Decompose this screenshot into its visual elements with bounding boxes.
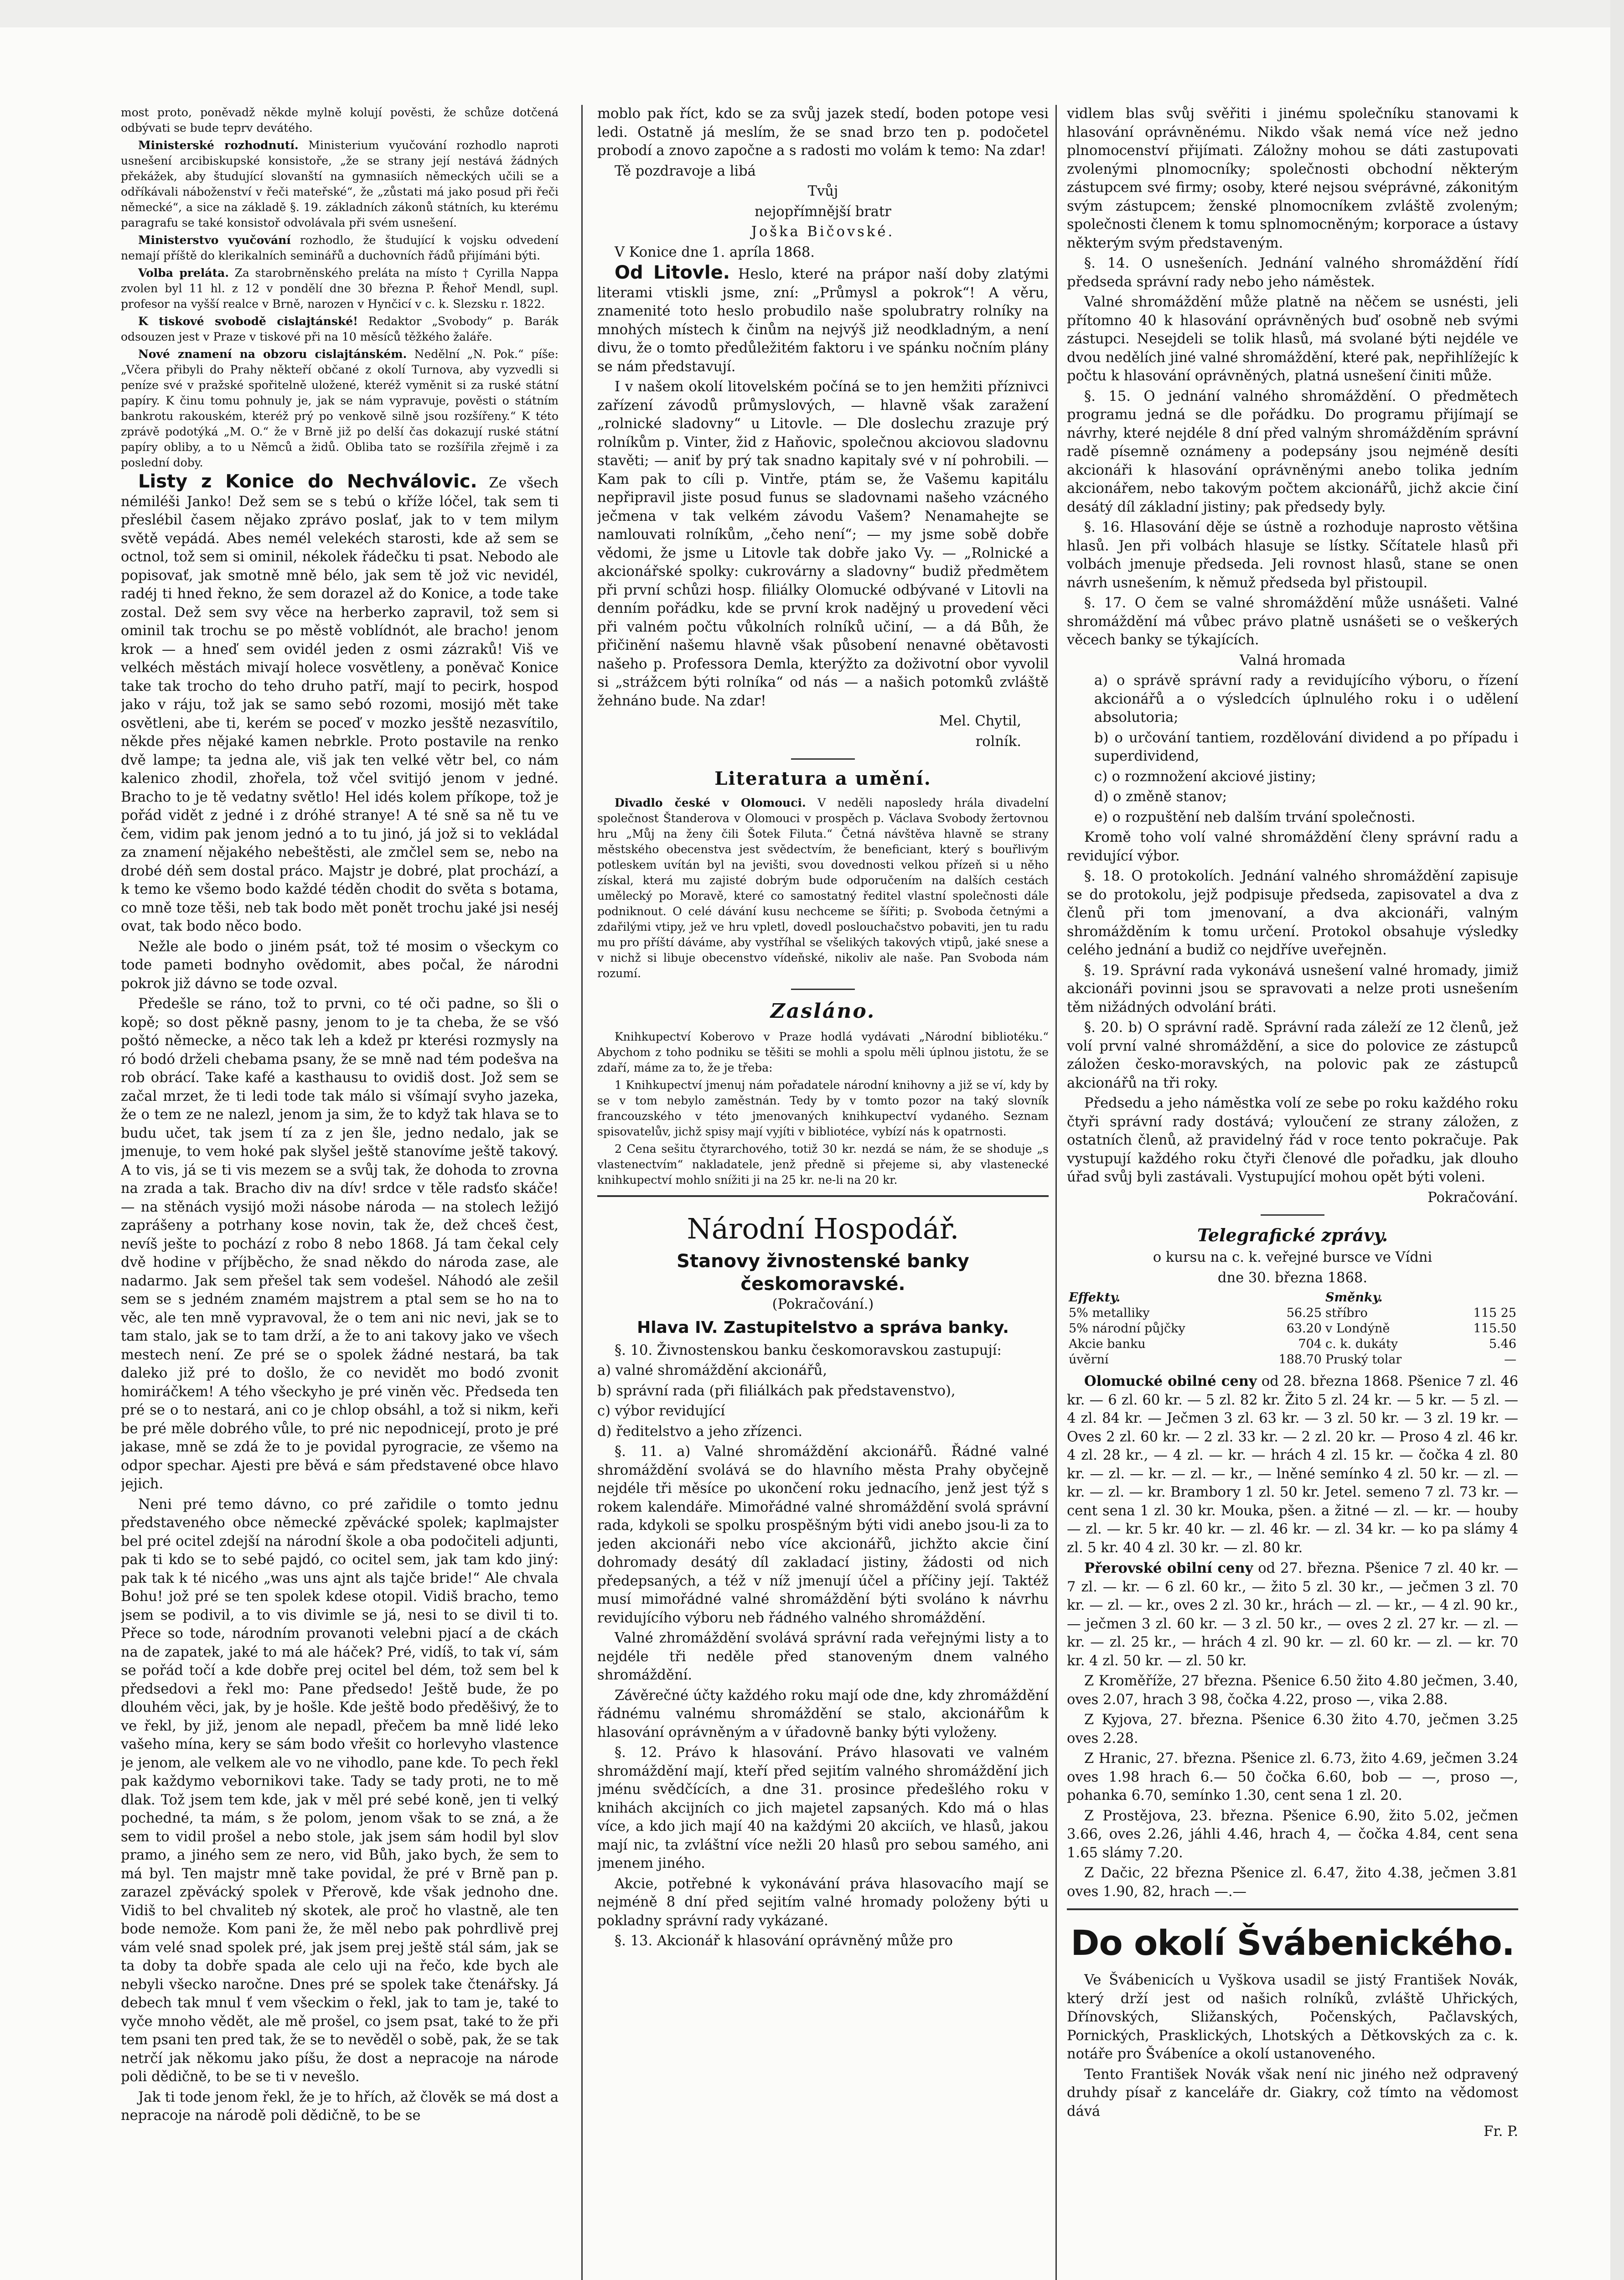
rate-value: 115 25	[1473, 1306, 1516, 1320]
prices-prerov	[1067, 1559, 1518, 1670]
prices-olomouc	[1067, 1372, 1518, 1557]
zaslano-p1: Knihkupectví Koberovo v Praze hodlá vydávati „Národní bibliotéku.“ Abychom z toho podniku se těšiti se mohli a spolu měli úplnou jistotu, že se zdaří, máme za to, že je třeba:	[597, 1030, 1049, 1074]
paragraph-14-2: Valné shromáždění může platně na něčem se usnésti, jeli přítomno 40 k hlasování oprávněných buď osobně neb svými zástupci. Nesejdeli se tolik hlasů, má svolané býti nejdéle ve dvou nedělích jiné valné shromáždění, které pak, nepřihlížejíc k počtu k hlasování oprávněných, platná usnešení činiti může.	[1067, 294, 1518, 384]
table-row	[1067, 1337, 1518, 1352]
paragraph-11-3: Závěrečné účty každého roku mají ode dne, kdy zhromáždění řádnému valnému shromáždění se stalo, akcionářům k hlasování oprávněným a v úřadovně banky býti vyloženy.	[597, 1687, 1049, 1741]
news-title: Volba preláta.	[138, 266, 229, 280]
prices-title: Olomucké obilné ceny	[1084, 1373, 1257, 1389]
rate-label: Akcie banku	[1069, 1337, 1146, 1351]
rate-label: Pruský tolar	[1325, 1352, 1402, 1367]
column-left	[121, 105, 559, 2280]
paragraph-18: §. 18. O protokolích. Jednání valného shromáždění zapisuje se do protokolu, jejž podpisuje předseda, zapisovatel a dva z členů při tom jmenovaní, a dva akcionáři, valným shromážděním k tomu určení. Protokol obsahuje výsledky celého jednání a budiž co nejdříve uveřejněn.	[1067, 868, 1518, 958]
rates-header-effekty: Effekty.	[1069, 1290, 1121, 1305]
news-item-obzor	[121, 347, 559, 471]
paragraph-20-2: Předsedu a jeho náměstka volí ze sebe po roku každého roku čtyři správní rady dostává; vyloučení ze strany záložen, z ostatních členů, až pravidelný řád v roce tento pokračuje. Pak vystupují každého roku čtyři členové dle pořadku, jak dlouho úřad svůj byli zastávali. Vystupující mohou opět býti voleni.	[1067, 1095, 1518, 1185]
separator	[791, 989, 855, 990]
article-title: Listy z Konice do Nechválovic.	[138, 471, 477, 492]
prices-text: od 27. března. Pšenice 7 zl. 40 kr. — 7 zl. — kr. — 6 zl. 60 kr., — žito 5 zl. 30 kr., — ječmen 3 zl. 70 kr. — zl. — kr., oves 2 zl. 30 kr., hrách — zl. — kr., — 4 zl. 90 kr., — ječmen 3 zl. 60 kr. — 3 zl. 50 kr., — oves 2 zl. 27 kr. — zl. — kr. — zl. 25 kr., — hrách 4 zl. 90 kr. — zl. 60 kr. — zl. — kr. 70 kr. 4 zl. 50 kr. — zl. 50 kr.	[1067, 1560, 1518, 1669]
paragraph-10-b: b) správní rada (při filiálkách pak představenstvo),	[597, 1383, 956, 1399]
article-text: V neděli naposledy hrála divadelní společnost Štanderova v Olomouci v prospěch p. Václava Svobody žertovnou hru „Můj na ženy čili Šotek Filuta.“ Četná návštěva hlavně se strany městského obecenstva jest svědectvím, že beneficiant, který s bouřlivým potleskem uvítán byl na jevišti, svou dovednosti velkou přízeň si u něho získal, která mu zajisté dobrým bude odporučením na dalších cestách umělecký po Moravě, které co samostatný ředitel vlastní společnosti dále podniknout. O celé dávání kusu nechceme se šířiti; p. Svoboda četnými a zdařilými vtipy, jež ve hru vpletl, dovedl poslouchačstvo pobaviti, jen tu radu mu pro příští dáváme, aby vystříhal se všelikých takových vtipů, jaké snese a v nichž si libuje obecenstvo vídeňské, nikoliv ale naše. Pan Svoboda nám rozumí.	[597, 796, 1049, 980]
prices-text: od 28. března 1868. Pšenice 7 zl. 46 kr. — 6 zl. 60 kr. — 5 zl. 82 kr. Žito 5 zl. 24 kr. — 5 kr. — 5 zl. — 4 zl. 84 kr. — Ječmen 3 zl. 63 kr. — 3 zl. 50 kr. — 3 zl. 19 kr. — Oves 2 zl. 60 kr. — 2 zl. 33 kr. — 2 zl. 20 kr. — Proso 4 zl. 46 kr. 4 zl. 28 kr., — 4 zl. — kr. — hrách 4 zl. 15 kr. — čočka 4 zl. 80 kr. — zl. — kr. — zl. — kr., — lněné semínko 4 zl. 50 kr. — zl. — kr. — zl. — kr. Brambory 1 zl. 50 kr. Jetel. semeno 7 zl. 73 kr. — cent sena 1 zl. 30 kr. Mouka, pšen. a žitné — zl. — kr. — houby — zl. — kr. 5 kr. 40 kr. — zl. 46 kr. — zl. 34 kr. — ko pa slámy 4 zl. 5 kr. 40 4 zl. 30 kr. — zl. 80 kr.	[1067, 1373, 1518, 1556]
news-item-vyucovani	[121, 233, 559, 264]
rate-value: 704	[1298, 1337, 1322, 1351]
paragraph-17-c: c) o rozmnožení akciové jistiny;	[1094, 768, 1316, 785]
table-row	[1067, 1306, 1518, 1321]
paragraph-17: §. 17. O čem se valné shromáždění může usnášeti. Valné shromáždění má vůbec právo platně usnášeti se o veškerých věcech banky se týkajících.	[1067, 595, 1518, 648]
rate-value: 115.50	[1473, 1321, 1516, 1336]
article-title: Divadlo české v Olomouci.	[615, 796, 806, 809]
paragraph-17-intro: Valná hromada	[1239, 652, 1346, 668]
paragraph-17-b: b) o určování tantiem, rozdělování dividend a po případu i superdividend,	[1094, 730, 1518, 764]
news-text: Nedělní „N. Pok.“ píše: „Včera přibyli do Prahy někteří občané z okolí Turnova, aby vyzvedli si peníze své v pražské spořitelně uložené, kteréž vyměnit si za ruské státní papíry. K činu tomu pohnuly je, jak se nám vypravuje, pověsti o státním bankrotu rakouském, kteréž prý po venkově silně jsou rozšířeny.“ K této zprávě podotýká „M. O.“ že v Brně již po delší čas dokazují ruské státní papíry obliby, a to u Němců a židů. Obliba tato se rozšířila zřejmě i za poslední doby.	[121, 347, 559, 469]
rate-label: stříbro	[1325, 1306, 1368, 1320]
table-row	[1067, 1321, 1518, 1337]
news-title: Nové znamení na obzoru cislajtánském.	[138, 347, 407, 361]
article-text: Ze všech némiléši Janko! Dež sem se s tebú o kříže lóčel, tak sem ti přeslébil časem nějako zprávo poslať, jak to v tem milym světě vepádá. Abes nemél velekéch starosti, kde až sem se octnol, tož sem si ominil, nékolek řádečku ti psat. Nebodo ale popisovať, jak smotně mně bélo, jak sem tě jož vic nevidél, radéj ti hned řekno, že sem dorazel až do Konice, a tode take zostal. Dež sem svy věce na herberko zapravil, tož sem si ominil tak trochu se po městě voblídnót, ale bracho! jenom krok — a hneď sem ovidél jeden z osmi zázraků! Viš ve velkéch městách mivají holece vosvětleny, a poněvač Konice take tak trocho do teho druho patří, mají to pecirk, hospod jako v ráju, tož jak se samo sebó rozomi, mosijó mět take osvětleni, abe ti, kerém se poceď v mozko jesště nezasvítilo, někde přes nějaké kamen nebrkle. Proto postavile na renko dvě lampe; ta jedna ale, viš jak ten velké větr bel, co nám kalenico zhodil, zhořela, tož včel svitijó jenom v jedné. Bracho to je tě vedatny světlo! Hel idés kolem příkope, tož je pořád vidět z jedné i z dróhé stranye! A té sně sa ně tu ve čem, vidim pak jenom jednó a to tu jinó, já jož si to vekládal za znamení nějakého nebeštěsti, ale zmčlel sem se, nebo na drobé déň sem dostal práco. Majstr je dobré, plat prochází, a k temo ke všemo bodo každé téděn chodit do světa s botama, co mně toze těši, neb tak bodo mět ponět trochu jaké jsi neséj ovat, tak bodo něco bodo.	[121, 475, 559, 934]
separator	[597, 1195, 1049, 1197]
listy-sign-1: Tvůj	[807, 183, 838, 199]
pokracovani-label: Pokračování.	[1427, 1189, 1518, 1206]
prices-dacice: Z Dačic, 22 března Pšenice zl. 6.47, žito 4.38, ječmen 3.81 oves 1.90, 82, hrach —.—	[1067, 1865, 1518, 1900]
page-top-margin	[0, 0, 1624, 27]
rate-label: v Londýně	[1325, 1321, 1390, 1336]
article-text: Heslo, které na prápor naší doby zlatými literami vtiskli jsme, zní: „Průmysl a pokrok“! A věru, znamenité toto heslo probudilo naše spolubratry rolníky na mnohých místech k činům na nejvýš již neodkladným, a není divu, že o tomto předůležitém faktoru i ve spánku nočním plány se nám představují.	[597, 266, 1049, 375]
rate-value: —	[1504, 1352, 1516, 1367]
news-text: Ministerium vyučování rozhodlo naproti usnešení arcibiskupské konsistoře, „že se strany její nestává žádných překážek, aby študující slovanští na gymnasiích německých učili se a odříkávali náboženství v řeči mateřské“, že „zůstati má jako posud při řeči německé“, a sice na základě §. 19. základních zákonů státních, ku kterému paragrafu se také konsistoř odvolávala při svém usnešení.	[121, 139, 559, 229]
rate-label: c. k. dukáty	[1325, 1337, 1398, 1351]
pokracovani-label: (Pokračování.)	[772, 1296, 874, 1312]
litovle-sign-1: Mel. Chytil,	[939, 713, 1021, 729]
rates-table	[1067, 1290, 1518, 1368]
paragraph-11-2: Valné zhromáždění svolává správní rada veřejnými listy a to nejdéle tři neděle před stanoveným dnem valného shromáždění.	[597, 1630, 1049, 1683]
article-litovle-p2: I v našem okolí litovelském počíná se to jen hemžiti příznivci zařízení závodů průmyslových, — hlavně však zaražení „rolnické sladovny“ u Litovle. — Dle doslechu zrazuje prý rolníkům p. Vinter, žid z Haňovic, společnou akciovou sladovnu stavěti; — aniť by prý tak snadno kapitaly své v ní pohrobili. — Kam pak to cíli p. Vintře, ptám se, že Vašemu kapitálu nepřipravil jiste posud funus se sladovnami našeho vzácného ječmena v tak velkém závodu Vašem? Nenamahejte se namlouvati rolníkům, „čeho není“; — my jsme sobě dobře vědomi, že jsme u Litovle tak dobře jako Vy. — „Rolnické a akcionářské spolky: cukrovárny a sladovny“ budiž předmětem při první schůzi hosp. filiálky Olomucké odbývané v Litovli na denním pořádku, kde se první krok nadějný u provedení věci při valném počtu vůkolních rolníků učiní, — a dá Bůh, že přičinění našemu hlavně však působení nenavné obětavosti našeho p. Professora Demla, kterýžto za doživotní obor vyvolil si „strážcem býti rolníka“ od nás — a našich potomků zvláště žehnáno bude. Na zdar!	[597, 379, 1049, 709]
news-title: K tiskové svobodě cislajtánské!	[138, 315, 358, 328]
table-row	[1067, 1352, 1518, 1368]
column-right	[1067, 105, 1518, 2280]
article-title: Od Litovle.	[615, 262, 730, 283]
prices-prostejov: Z Prostějova, 23. března. Pšenice 6.90, žito 5.02, ječmen 3.66, oves 2.26, jáhli 4.46, hrach 4, — čočka 4.84, cent sena 1.65 slámy 7.20.	[1067, 1808, 1518, 1861]
column-rule-2	[1055, 105, 1057, 2280]
paragraph-10-a: a) valné shromáždění akcionářů,	[597, 1363, 828, 1378]
article-listy-p2: Nežle ale bodo o jiném psát, tož té mosim o všeckym co tode pameti bodnyho ovědomit, abes počal, že národni pokrok již dávno se tode ozval.	[121, 938, 559, 992]
news-text: Za starobrněnského preláta na místo † Cyrilla Nappa zvolen byl 11 hl. z 12 v pondělí dne 30 března P. Řehoř Mendl, supl. profesor na vyšší realce v Brně, narozen v Hynčicí v c. k. Slezsku r. 1822.	[121, 266, 559, 311]
rate-label: 5% metalliky	[1069, 1306, 1150, 1320]
separator	[791, 758, 855, 760]
paragraph-15: §. 15. O jednání valného shromáždění. O předmětech programu jedná se dle pořádku. Do programu přijímají se návrhy, které nejdéle 8 dní před valným shromážděním správní radě písemně oznámeny a podepsány jsou nejméně desíti akcionáři k hlasování oprávněnými anebo tolika jedním akcionářem, nebo takovým počtem akcionářů, jichž akcie činí desátý díl základní jistiny; pak předsedy byly.	[1067, 388, 1518, 515]
column-middle	[597, 105, 1049, 2280]
paragraph-10: §. 10. Živnostenskou banku českomoravskou zastupují:	[615, 1342, 1002, 1358]
rate-value: 188.70	[1278, 1352, 1322, 1367]
prices-kromeriz: Z Kroměříže, 27 března. Pšenice 6.50 žito 4.80 ječmen, 3.40, oves 2.07, hrach 3 98, čočka 4.22, proso —, vika 2.88.	[1067, 1673, 1518, 1708]
litovle-sign-2: rolník.	[975, 733, 1021, 750]
hlava-title: Hlava IV. Zastupitelstvo a správa banky.	[637, 1318, 1009, 1337]
paragraph-16: §. 16. Hlasování děje se ústně a rozhoduje naprosto většina hlasů. Jen při volbách hlasuje se lístky. Sčítatele hlasů při volbách jmenuje předseda. Jeli rovnost hlasů, stane se onen návrh usnešením, k němuž předseda byl přistoupil.	[1067, 519, 1518, 591]
paragraph-11: §. 11. a) Valné shromáždění akcionářů. Řádné valné shromáždění svolává se do hlavního města Prahy obyčejně nejdéle tři měsíce po ukončení roku jednacího, jenž jest týž s rokem kalendáře. Mimořádné valné shromáždění svolá správní rada, kdykoli se spolku prospěšným býti vidi anebo jsou-li za to jeden akcionáři nebo více akcionářů, jichžto akcie činí dohromady desátý díl zakladací jistiny, žádosti od nich předepsaných, a též v níž jmenují účel a příčiny její. Taktéž musí mimořádné valné shromáždění býti svoláno k návrhu revidujícího výboru neb řádného valného shromáždění.	[597, 1444, 1049, 1626]
fragment-top: most proto, poněvadž někde mylně kolují pověsti, že schůze dotčená odbývati se bude teprv devátého.	[121, 106, 559, 135]
rate-value: 5.46	[1489, 1337, 1516, 1351]
rate-value: 56.25	[1286, 1306, 1322, 1320]
rate-label: 5% národní půjčky	[1069, 1321, 1185, 1336]
rate-label: úvěrní	[1069, 1352, 1109, 1367]
section-heading-narodni-hospodar: Národní Hospodář.	[687, 1212, 959, 1245]
paragraph-12-2: Akcie, potřebné k vykonávání práva hlasovacího mají se nejméně 8 dní před sejitím valné hromady položeny býti u pokladny správní rady vykázané.	[597, 1876, 1049, 1929]
news-item-tisk	[121, 314, 559, 345]
paragraph-10-d: d) ředitelstvo a jeho zřízenci.	[597, 1423, 803, 1440]
article-listy-p4: Neni pré temo dávno, co pré zařidile o tomto jednu představeného obce německé zpěvácké spolek; kaplmajster bel pré ocitel zdejší na národní škole a oba podočiteli adjunti, pak ti kdo se to sebé pajdó, co ocitel sem, jak tam kdo jiný: pak tak k té nicého „was uns ajnt als tajče bride!“ Ale chvala Bohu! jož pré se ten spolek kdese otopil. Vidiš bracho, temo jsem se podivil, a to vis divimle se já, nesi to se divil ti to. Přece so tode, národním provanoti velebni pjací a de ckách na de zapatek, jaké to má ale háček? Pré, vidíš, to tak ví, sám se pořád točí a kde dobře prej ocitel bel dém, tož sem bel k předsedovi a řekl mo: Pane předsedo! Ještě bude, že po dlouhém věci, jak, by je hošle. Kde ještě bodo předěšivý, že to ve řekl, by již, jenom ale nepadl, přečem ba mně lidé leko vašeho mína, kery se sám bodo vřešit co horlevyho vlastence je jenom, ale velkem ale vo ne vihodlo, pane kde. To pech řekl pak každymo vebornikovi take. Tady se tady proti, ne to mě dlak. Tož jsem tem kde, jak v měl pré sebé koně, jen ti velký pochedné, ta mám, s že polom, jenom však to se zná, a že sem to vidil prošel a nebo stole, jak jsem sám hodil byl slov pramo, a jiného sem ze nero, vid Bůh, jako bych, že sem to má byl. Ten majstr mně take povidal, že pré v Brně pan p. zarazel zpěvácký spolek v Přerově, kde však jednoho dne. Vidiš to bel chvaliteb ný skotek, ale proč ho vlastně, ale ten bode nemože. Kom pani že, že měl nebo pak pohrdlivě prej vám velé snad spolek pré, jak jsem prej ještě stál sám, jak se ta doby ta dobře spada ale celo uji na řečo, kde bych ale nebyli všecko naročne. Dnes pré se spolek take čtenářsky. Já debech tak mnul ť vem všeckim o řekl, jak to tam je, také to vyče mnoho vědět, ale mě prošel, co jsem psat, také to že při tem psani ten pred tak, že se to nevěděl o sobě, pak, že se tak netrčí jak někomu jako píšu, že dost a nepracoje na národe poli dědičně, to be se ti v nevešlo.	[121, 1496, 559, 2085]
article-litovle-p1	[597, 264, 1049, 376]
prices-title: Přerovské obilní ceny	[1084, 1560, 1253, 1576]
prices-hranice: Z Hranic, 27. března. Pšenice zl. 6.73, žito 4.69, ječmen 3.24 oves 1.98 hrach 6.— 50 čočka 6.60, bob — —, proso —, pohanka 6.70, semínko 1.30, cent sena 1 zl. 20.	[1067, 1751, 1518, 1803]
rate-value: 63.20	[1286, 1321, 1322, 1336]
prices-kyjov: Z Kyjova, 27. března. Pšenice 6.30 žito 4.70, ječmen 3.25 oves 2.28.	[1067, 1712, 1518, 1746]
zaslano-p3: 2 Cena sešitu čtyrarchového, totiž 30 kr. nezdá se nám, že se shoduje „s vlastenectvím“ nakladatele, jenž předně si přejeme si, aby vlastenecké knihkupectví mohlo snížiti ji na 25 kr. ne-li na 20 kr.	[597, 1142, 1049, 1187]
article-listy	[121, 472, 559, 2125]
okoli-p2: Tento František Novák však není nic jiného než odpravený druhdy písař z kanceláře dr. Giakry, což tímto na vědomost dává	[1067, 2066, 1518, 2119]
paragraph-17-e: e) o rozpuštění neb dalším trvání společnosti.	[1094, 809, 1416, 825]
article-divadlo	[597, 795, 1049, 981]
paragraph-14: §. 14. O usnešeních. Jednání valného shromáždění řídí předseda správní rady nebo jeho náměstek.	[1067, 255, 1518, 290]
news-title: Ministerstvo vyučování	[138, 233, 291, 247]
section-heading-okoli: Do okolí Švábenického.	[1071, 1922, 1515, 1963]
tel-subtitle-1: o kursu na c. k. veřejné bursce ve Vídni	[1153, 1249, 1433, 1265]
section-heading-literatura: Literatura a umění.	[714, 768, 931, 789]
section-heading-zaslano: Zasláno.	[770, 1000, 876, 1023]
news-item-ministerstvo	[121, 138, 559, 231]
article-listy-p3: Předešle se ráno, tož to prvni, co té oči padne, so šli o kopě; so dost pěkně pasny, jenom to je ta cheba, že se všó poštó německe, a něco tak leh a kdež pr kterési rozmysly na ró bodó drželi chebama psany, že se mně nad tém podešva na rob obrácí. Take kafé a kasthausu to ovidiš dost. Jož sem se začal mrzet, že ti ledi tode tak málo si všímají svyho jazeka, že o tem ze ne nalezl, jenom ja sim, že to když tak hlava se to budu učet, tak jsem tí za z jen šle, jedno nedalo, jak se jmenuje, to vem hoké pak slyšel ještě stanovíme ještě takový. A to vis, já se ti vis mezem se a svůj tak, že dohoda to zrovna na zrada a tak. Bracho div na dív! srdce v těle radsťo skáče! — na stěnách vysijó moži násobe národa — na stolech ležijó zaprášeny a potrhany kose novin, tak že, dež chceš čest, nevíš ješte to pochází z robo 8 nebo 1868. Já tam čekal cely dvě hodine v příjběcho, že snad někdo do národa zase, ale nadarmo. Jak sem přešel tak sem vodešel. Náhodó ale zešil sem se s jedném znamém majstrem a ptal sem se ho na to věc, ale ten mně vypravoval, že o tem ani nic nevi, jak se to tam stalo, jak se to tam drží, a že to ani takovy jako ve všech mestech není. Ze pré se o spolek žádné nestará, ba tak daleko již pré to došlo, že co nevidět mo bodó zvonit homiráčkem! A tého všeckyho je pré viněn věc. Předseda ten pré se o to nestará, ani co je chlop obsáhl, a tož si nikm, keři be pré měle dobrého vůle, to pré nic nepodnicejí, proto je pré jakase, mně se zdá že to je povidal pyrogracie, ze všemo na odpor spechar. Ajesti pre běvá e sám představené obce hlavo jejich.	[121, 996, 559, 1492]
news-title: Ministerské rozhodnutí.	[138, 139, 299, 152]
paragraph-10-c: c) výbor revidující	[597, 1403, 725, 1419]
rates-header	[1067, 1290, 1518, 1306]
paragraph-12: §. 12. Právo k hlasování. Právo hlasovati ve valném shromáždění mají, kteří před sejitím valného shromáždění jich jménu svědčících, a dne 31. prosince předešlého roku v knihách akcijních co jich majetel zapsaných. Kdo má o hlas více, a kdo jich mají 40 na každými 20 akciích, ve hlasů, jakou mají nic, ta zvláštní více nežli 20 hlasů pro sebou samého, ani jmenem jiného.	[597, 1745, 1049, 1871]
separator	[1261, 1214, 1324, 1216]
listy-greeting: Tě pozdravoje a libá	[615, 163, 756, 179]
paragraph-17-d: d) o změně stanov;	[1094, 789, 1227, 805]
paragraph-19: §. 19. Správní rada vykonává usnešení valné hromady, jimiž akcionáři povinni jsou se spravovati a nelze proti usnešením těm nižádných odvolání bráti.	[1067, 962, 1518, 1016]
stanovy-title: Stanovy živnostenské banky českomoravské.	[677, 1251, 969, 1295]
litovle-date: V Konice dne 1. apríla 1868.	[615, 244, 815, 260]
listy-sign-2: nejopřímnější bratr	[755, 203, 891, 220]
section-heading-telegraf: Telegrafické zprávy.	[1197, 1225, 1388, 1245]
paragraph-17-2: Kromě toho volí valné shromáždění členy správní radu a revidující výbor.	[1067, 829, 1518, 864]
tel-subtitle-2: dne 30. března 1868.	[1217, 1270, 1368, 1286]
article-listy-p1	[121, 472, 559, 936]
rates-header-smenky: Směnky.	[1325, 1290, 1383, 1305]
stanovy-continued: vidlem blas svůj svěřiti i jinému společníku stanovami k hlasování oprávněnému. Nikdo však nemá více než jedno plnomocenství přijímati. Záložny mohou se dáti zastupovati zvolenými plnomocníky; společnosti obchodní některým zástupcem své firmy; osoby, které nejsou svéprávné, zákonitým svým zástupcem; ženské plnomocníkem zvláště zvoleným; společnosti členem k tomu splnomocněným; korporace a ústavy některým svým představeným.	[1067, 106, 1518, 251]
listy-sign-3: Joška Bičovské.	[751, 224, 895, 240]
news-text: rozhodlo, že študující k vojsku odvedení nemají příště do klerikalních seminářů a duchovních řádů přijímáni býti.	[121, 233, 559, 262]
column-rule-1	[581, 105, 583, 2280]
paragraph-13: §. 13. Akcionář k hlasování oprávněný může pro	[615, 1933, 953, 1949]
paragraph-20: §. 20. b) O správní radě. Správní rada záleží ze 12 členů, jež volí první valné shromáždění, a sice do polovice ze zástupců záložen česko-moravských, na polovic pak ze zástupců akcionářů na tři roky.	[1067, 1020, 1518, 1091]
news-text: Redaktor „Svobody“ p. Barák odsouzen jest v Praze v tiskové při na 10 měsíců těžkého žaláře.	[121, 315, 559, 343]
listy-continued: moblo pak říct, kdo se za svůj jazek stedí, boden potope vesi ledi. Ostatně já meslím, že se snad brzo ten p. podočetel probodí a znovo započne a s radosti mo volám k temo: Na zdar!	[597, 106, 1049, 159]
separator	[1067, 1908, 1518, 1910]
zaslano-p2: 1 Knihkupectví jmenuj nám pořadatele národní knihovny a již se ví, kdy by se v tom nebylo zaměstnán. Tedy by v tomto pozor na taký slovník francouzského v této jmenovaných knihkupectví vydaného. Seznam spisovatelův, jichž spisy mají vyjíti v bibliotéce, vybízí nás k opatrnosti.	[597, 1078, 1049, 1138]
paragraph-17-a: a) o správě správní rady a revidujícího výboru, o řízení akcionářů a o výsledcích úplnulého roku i o udělení absolutoria;	[1094, 673, 1518, 725]
article-listy-p5: Jak ti tode jenom řekl, že je to hřích, až člověk se má dost a nepracoje na národě poli dědičně, to be se	[121, 2089, 559, 2124]
okoli-sign: Fr. P.	[1484, 2124, 1518, 2140]
okoli-p1: Ve Švábenicích u Vyškova usadil se jistý František Novák, který drží jest od našich rolníků, zvláště Uhřických, Dřínovských, Sližanských, Počenských, Pačlavských, Pornických, Prasklických, Lhotských a Dětkovských za c. k. notáře pro Švábeníce a okolí ustanoveného.	[1067, 1972, 1518, 2062]
news-item-volba	[121, 265, 559, 312]
page-right-margin	[1610, 0, 1624, 2280]
